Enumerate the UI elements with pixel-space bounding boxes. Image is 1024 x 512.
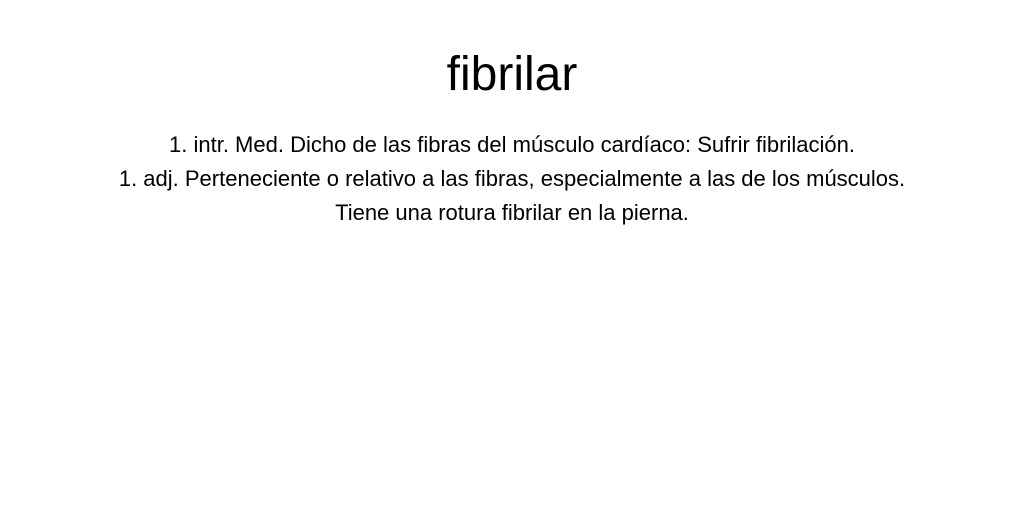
definition-adjective: 1. adj. Perteneciente o relativo a las fibras, especialmente a las de los músculos. Tiene una rotura fibrilar en la pierna. [118, 166, 906, 225]
definition-verb: 1. intr. Med. Dicho de las fibras del músculo cardíaco: Sufrir fibrilación. [169, 132, 855, 157]
headword-title: fibrilar [446, 48, 578, 101]
definition-list [100, 128, 924, 230]
